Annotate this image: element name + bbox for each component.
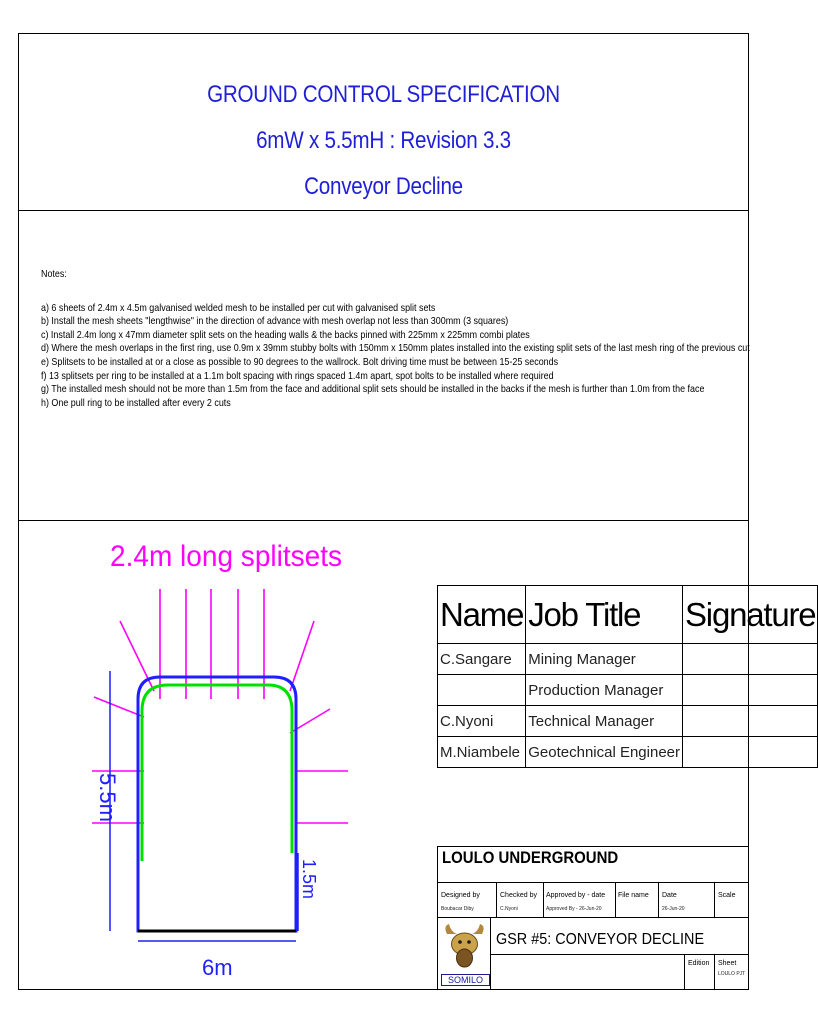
- signatory-name: C.Nyoni: [438, 706, 526, 737]
- scale-label: Scale: [718, 892, 736, 899]
- signature-row: [438, 706, 818, 737]
- signature-row: [438, 644, 818, 675]
- signature-table: [437, 585, 818, 768]
- height-label: 5.5m: [95, 773, 120, 822]
- signature-cell[interactable]: [683, 706, 818, 737]
- note-item: e) Splitsets to be installed at or a close as possible to 90 degrees to the wallrock. Bolt driving time must be between 15-25 seconds: [41, 356, 559, 368]
- logo-text: SOMILO: [441, 974, 490, 986]
- file-name-label: File name: [618, 892, 649, 899]
- divider: [490, 917, 491, 989]
- signatory-title: Production Manager: [526, 675, 683, 706]
- divider: [714, 882, 715, 917]
- bull-head-icon: [441, 920, 488, 972]
- edition-label: Edition: [688, 960, 710, 967]
- approved-label: Approved by - date: [546, 892, 606, 899]
- tunnel-profile: [138, 677, 296, 931]
- divider: [615, 882, 616, 917]
- note-item: c) Install 2.4m long x 47mm diameter split sets on the heading walls & the backs pinned with 225mm x 225mm combi plates: [41, 329, 530, 341]
- tunnel-profile-diagram: [18, 521, 448, 989]
- spec-location: Conveyor Decline: [304, 173, 463, 200]
- splitset: [290, 621, 314, 691]
- note-item: h) One pull ring to be installed after every 2 cuts: [41, 397, 231, 409]
- splitset-label: 2.4m long splitsets: [110, 540, 342, 573]
- note-item: b) Install the mesh sheets "lengthwise" in the direction of advance with mesh overlap not less than 300mm (3 squares): [41, 316, 509, 328]
- date-label: Date: [662, 892, 677, 899]
- signature-row: [438, 675, 818, 706]
- note-item: f) 13 splitsets per ring to be installed at a 1.1m bolt spacing with rings spaced 1.4m apart, spot bolts to be installed where required: [41, 370, 554, 382]
- title-divider: [18, 210, 749, 211]
- divider: [658, 882, 659, 917]
- divider: [543, 882, 544, 917]
- note-item: d) Where the mesh overlaps in the first ring, use 0.9m x 39mm stubby bolts with 150mm x 150mm plates installed into the existing split sets of the last mesh ring of the previous cut: [41, 343, 750, 355]
- notes-section: [41, 268, 750, 410]
- title-block: [18, 72, 749, 210]
- splitsets: [92, 589, 348, 823]
- signature-row: [438, 737, 818, 768]
- drawing-title: GSR #5: CONVEYOR DECLINE: [496, 931, 705, 948]
- signature-cell[interactable]: [683, 737, 818, 768]
- divider: [490, 954, 749, 955]
- mesh-line: [142, 685, 292, 861]
- spec-revision: 6mW x 5.5mH : Revision 3.3: [256, 127, 511, 154]
- approved-value: Approved By - 26-Jun-20: [546, 906, 602, 912]
- signature-cell[interactable]: [683, 644, 818, 675]
- divider: [714, 954, 715, 989]
- project-name: LOULO UNDERGROUND: [442, 848, 619, 867]
- signatory-name: C.Sangare: [438, 644, 526, 675]
- designed-by-label: Designed by: [441, 892, 480, 899]
- signature-cell[interactable]: [683, 675, 818, 706]
- divider: [684, 954, 685, 989]
- signatory-title: Geotechnical Engineer: [526, 737, 683, 768]
- spec-title: GROUND CONTROL SPECIFICATION: [207, 81, 560, 108]
- width-label: 6m: [202, 955, 233, 980]
- signatory-title: Technical Manager: [526, 706, 683, 737]
- divider: [496, 882, 497, 917]
- designed-by-value: Boubacar Diby: [441, 906, 474, 912]
- checked-by-value: C.Nyoni: [500, 906, 518, 912]
- checked-by-label: Checked by: [500, 892, 537, 899]
- sheet-label: Sheet: [718, 960, 737, 967]
- sheet-value: LOULO PJT: [718, 971, 746, 977]
- signatory-title: Mining Manager: [526, 644, 683, 675]
- signatory-name: M.Niambele: [438, 737, 526, 768]
- header-signature: Signature: [683, 586, 818, 644]
- company-logo: [441, 920, 488, 986]
- date-value: 26-Jun-20: [662, 906, 685, 912]
- title-block-panel: [437, 846, 749, 989]
- mesh-gap-label: 1.5m: [299, 859, 319, 900]
- notes-heading: Notes:: [41, 269, 67, 280]
- header-job-title: Job Title: [526, 586, 683, 644]
- header-name: Name: [438, 586, 526, 644]
- note-item: a) 6 sheets of 2.4m x 4.5m galvanised welded mesh to be installed per cut with galvanised split sets: [41, 302, 436, 314]
- divider: [438, 846, 749, 847]
- divider: [438, 917, 749, 918]
- divider: [438, 882, 749, 883]
- signature-header-row: [438, 586, 818, 644]
- note-item: g) The installed mesh should not be more than 1.5m from the face and additional split sets should be installed in the backs if the mesh is further than 1.0m from the face: [41, 384, 705, 396]
- signatory-name: [438, 675, 526, 706]
